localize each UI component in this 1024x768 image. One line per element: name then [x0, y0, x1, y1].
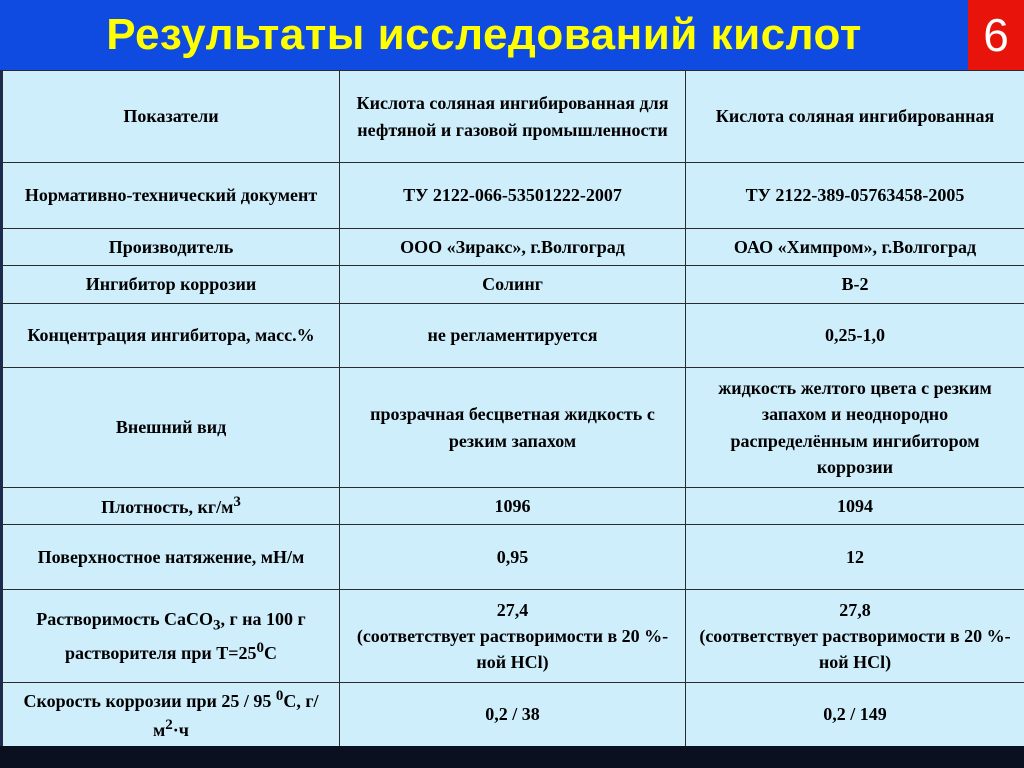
bottom-band	[0, 746, 1024, 768]
row-value-2: 12	[686, 525, 1024, 590]
table-row-corrosion-rate	[3, 683, 1024, 747]
row-value-2: 1094	[686, 488, 1024, 525]
table-row-manufacturer	[3, 229, 1024, 266]
row-label: Внешний вид	[3, 368, 340, 488]
header-cell-acid-inhibited: Кислота соляная ингибированная	[686, 71, 1024, 163]
row-label	[3, 683, 340, 747]
row-label	[3, 488, 340, 525]
row-label: Производитель	[3, 229, 340, 266]
density-label-text: Плотность, кг/м	[101, 496, 234, 517]
density-label-sup: 3	[233, 493, 241, 510]
corrosion-label-a: Скорость коррозии при 25 / 95	[23, 691, 276, 712]
corrosion-label-sup2: 2	[165, 716, 173, 733]
title-bar	[0, 0, 968, 70]
row-value-1: 0,95	[340, 525, 686, 590]
solubility-label-b: , г на 100 г растворителя при Т=25	[64, 609, 306, 663]
row-value-1: Солинг	[340, 266, 686, 304]
solubility-value-2-main: 27,8	[839, 599, 871, 620]
slide-number: 6	[983, 9, 1009, 61]
row-value-1: ТУ 2122-066-53501222-2007	[340, 163, 686, 229]
row-label: Ингибитор коррозии	[3, 266, 340, 304]
solubility-value-1-note: (соответствует растворимости в 20 %-ной HCl)	[356, 625, 669, 673]
row-value-2: жидкость желтого цвета с резким запахом и неоднородно распределённым ингибитором коррозии	[686, 368, 1024, 488]
table-row-appearance	[3, 368, 1024, 488]
row-value-1	[340, 590, 686, 683]
corrosion-label-b: С, г/м	[153, 691, 319, 740]
row-value-2: 0,2 / 149	[686, 683, 1024, 747]
row-value-2: 0,25-1,0	[686, 304, 1024, 368]
results-table	[2, 70, 1024, 747]
table-row-inhibitor	[3, 266, 1024, 304]
corrosion-label-sup: 0	[275, 688, 284, 705]
corrosion-label-c: ·ч	[172, 719, 189, 740]
table-row-concentration	[3, 304, 1024, 368]
row-value-1: прозрачная бесцветная жидкость с резким запахом	[340, 368, 686, 488]
row-value-1: 1096	[340, 488, 686, 525]
row-value-2	[686, 590, 1024, 683]
slide-title: Результаты исследований кислот	[106, 10, 862, 59]
row-value-1: не регламентируется	[340, 304, 686, 368]
table-header-row	[3, 71, 1024, 163]
row-value-2: ОАО «Химпром», г.Волгоград	[686, 229, 1024, 266]
slide-number-badge	[968, 0, 1024, 70]
solubility-value-1-main: 27,4	[496, 599, 529, 620]
row-value-2: ТУ 2122-389-05763458-2005	[686, 163, 1024, 229]
solubility-label-c: С	[264, 642, 277, 663]
table-row-surface-tension	[3, 525, 1024, 590]
table-row-density	[3, 488, 1024, 525]
solubility-label-sup: 0	[256, 639, 264, 656]
solubility-value-2-note: (соответствует растворимости в 20 %-ной HCl)	[699, 625, 1011, 673]
solubility-label-a: Растворимость CaCO	[36, 609, 213, 630]
row-label: Нормативно-технический документ	[3, 163, 340, 229]
table-row-document	[3, 163, 1024, 229]
row-label	[3, 590, 340, 683]
row-value-1: ООО «Зиракс», г.Волгоград	[340, 229, 686, 266]
row-label: Поверхностное натяжение, мН/м	[3, 525, 340, 590]
results-table-container	[2, 70, 1024, 746]
row-label: Концентрация ингибитора, масс.%	[3, 304, 340, 368]
header-cell-acid-oil-gas: Кислота соляная ингибированная для нефтяной и газовой промышленности	[340, 71, 686, 163]
header-cell-indicators: Показатели	[3, 71, 340, 163]
row-value-1: 0,2 / 38	[340, 683, 686, 747]
row-value-2: В-2	[686, 266, 1024, 304]
solubility-label-sub: 3	[212, 617, 221, 634]
table-row-solubility	[3, 590, 1024, 683]
